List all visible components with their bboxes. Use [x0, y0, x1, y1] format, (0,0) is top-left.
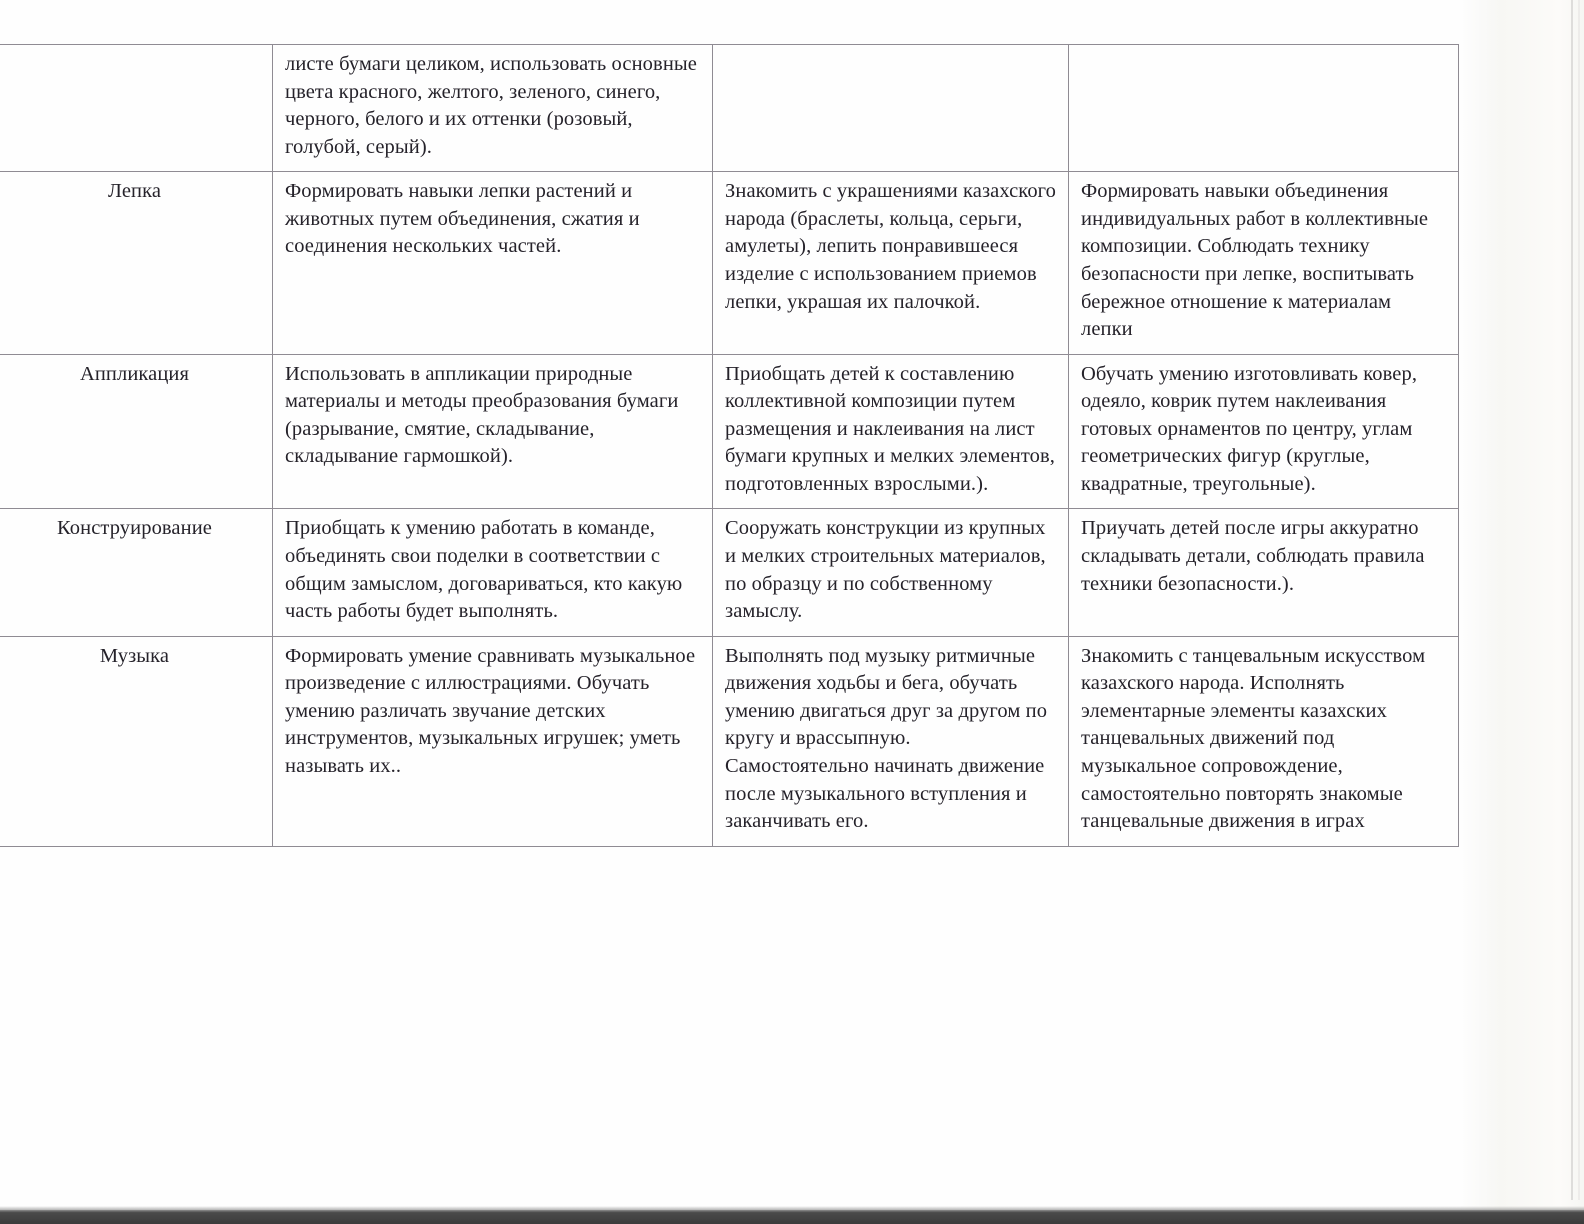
row-label-cell — [0, 45, 273, 172]
table-row — [0, 45, 1459, 172]
row-right-cell: Обучать умению изготовливать ковер, одеяло, коврик путем наклеивания готовых орнаментов по центру, углам геометрических фигур (круглые, квадратные, треугольные). — [1069, 354, 1459, 509]
row-middle-cell: Сооружать конструкции из крупных и мелких строительных материалов, по образцу и по собственному замыслу. — [713, 509, 1069, 636]
row-aim-cell: Использовать в аппликации природные материалы и методы преобразования бумаги (разрывание, смятие, складывание, складывание гармошкой). — [273, 354, 713, 509]
row-aim-cell: листе бумаги целиком, использовать основные цвета красного, желтого, зеленого, синего, черного, белого и их оттенки (розовый, голубой, серый). — [273, 45, 713, 172]
row-aim-cell: Приобщать к умению работать в команде, объединять свои поделки в соответствии с общим замыслом, договариваться, кто какую часть работы будет выполнять. — [273, 509, 713, 636]
row-right-cell — [1069, 45, 1459, 172]
curriculum-table — [0, 44, 1459, 847]
row-label-cell: Музыка — [0, 636, 273, 846]
row-aim-cell: Формировать навыки лепки растений и животных путем объединения, сжатия и соединения нескольких частей. — [273, 172, 713, 354]
row-label-cell: Лепка — [0, 172, 273, 354]
scanner-edge-band — [0, 1210, 1584, 1224]
table-row — [0, 636, 1459, 846]
row-middle-cell: Выполнять под музыку ритмичные движения ходьбы и бега, обучать умению двигаться друг за другом по кругу и врассыпную. Самостоятельно начинать движение после музыкального вступления и заканчивать его. — [713, 636, 1069, 846]
scan-artifact-line — [1571, 0, 1573, 1200]
row-middle-cell: Знакомить с украшениями казахского народа (браслеты, кольца, серьги, амулеты), лепить понравившееся изделие с использованием приемов лепки, украшая их палочкой. — [713, 172, 1069, 354]
scan-artifact-line — [1578, 0, 1580, 1200]
table-row — [0, 354, 1459, 509]
table-row — [0, 509, 1459, 636]
table-row — [0, 172, 1459, 354]
row-middle-cell — [713, 45, 1069, 172]
row-right-cell: Приучать детей после игры аккуратно складывать детали, соблюдать правила техники безопасности.). — [1069, 509, 1459, 636]
row-right-cell: Формировать навыки объединения индивидуальных работ в коллективные композиции. Соблюдать технику безопасности при лепке, воспитывать бережное отношение к материалам лепки — [1069, 172, 1459, 354]
row-label-cell: Аппликация — [0, 354, 273, 509]
row-label-cell: Конструирование — [0, 509, 273, 636]
row-aim-cell: Формировать умение сравнивать музыкальное произведение с иллюстрациями. Обучать умению различать звучание детских инструментов, музыкальных игрушек; уметь называть их.. — [273, 636, 713, 846]
row-middle-cell: Приобщать детей к составлению коллективной композиции путем размещения и наклеивания на лист бумаги крупных и мелких элементов, подготовленных взрослыми.). — [713, 354, 1069, 509]
row-right-cell: Знакомить с танцевальным искусством казахского народа. Исполнять элементарные элементы казахских танцевальных движений под музыкальное сопровождение, самостоятельно повторять знакомые танцевальные движения в играх — [1069, 636, 1459, 846]
curriculum-table-container — [0, 44, 1458, 847]
